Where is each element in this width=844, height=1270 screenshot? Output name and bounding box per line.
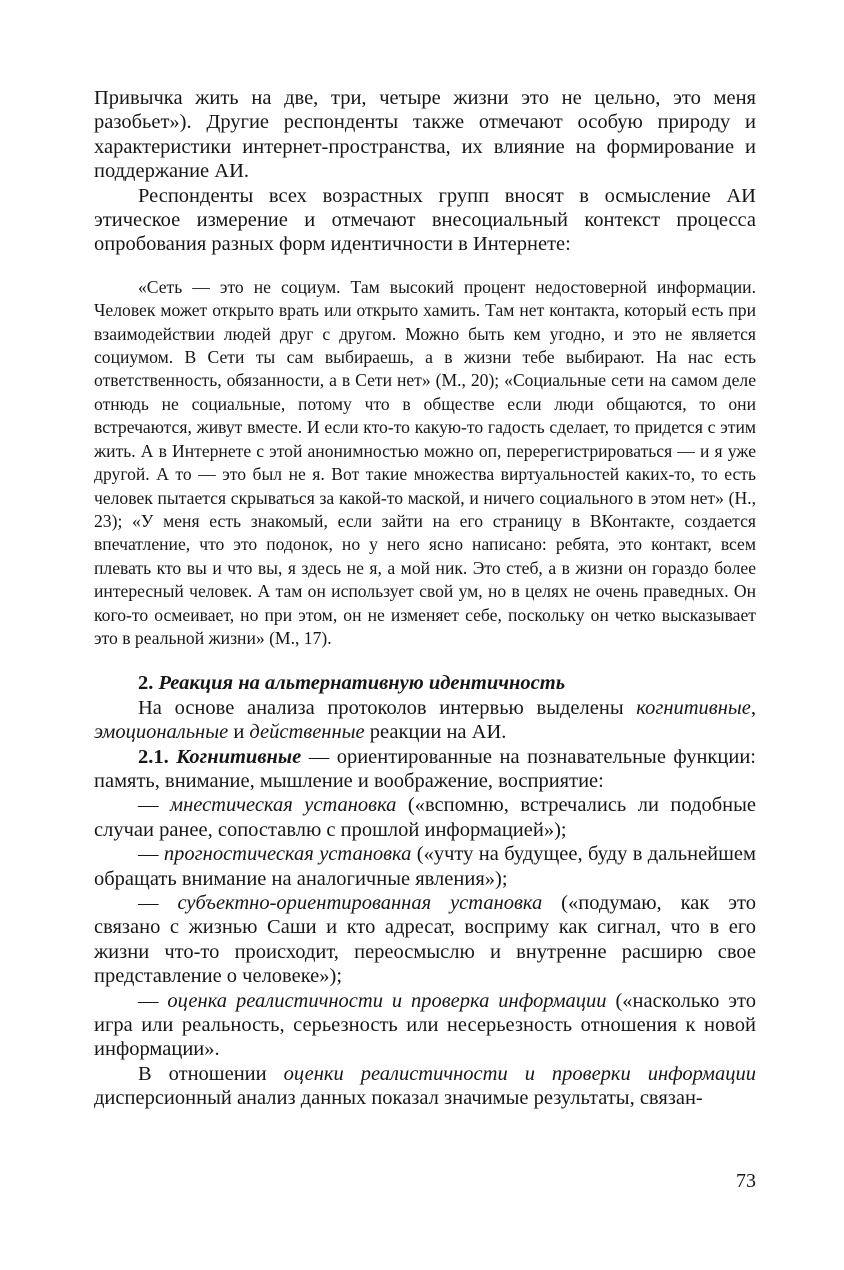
text-run: дисперсионный анализ данных показал значимые результаты, связан- [94,1087,703,1110]
dash: — [138,843,164,866]
text-run: — ориентированные на познавательные функции: память, внимание, мышление и воображение, восприятие: [94,745,756,792]
dash: — [138,989,168,1012]
list-term: оценка реалистичности и проверка информации [167,989,607,1012]
list-term: субъектно-ориентированная установка [177,892,543,914]
text-run: («учту на будущее, буду в дальнейшем обращать внимание на аналогичные явления»); [94,843,756,890]
dash: — [138,794,170,817]
block-quote: «Сеть — это не социум. Там высокий процент недостоверной информации. Человек может открыто врать или открыто хамить. Там нет контакта, который есть при взаимодействии людей друг с другом. Можно быть кем угодно, и это не является социумом. В Сети ты сам выбираешь, а в жизни тебе выбирают. На нас есть ответственность, обязанности, а в Сети нет» (М., 20); «Социальные сети на самом деле отнюдь не социальные, потому что в обществе если люди общаются, то они встречаются, живут вместе. И если кто-то какую-то гадость сделает, то придется с этим жить. А в Интернете с этой анонимностью можно оп, перерегистрироваться — и я уже другой. А то — это был не я. Вот такие множества виртуальностей каких-то, то есть человек пытается скрываться за какой-то маской, и ничего социального в этом нет» (Н., 23); «У меня есть знакомый, если зайти на его страницу в ВКонтакте, создается впечатление, что это подонок, но у него ясно написано: ребята, это контакт, всем плевать кто вы и что вы, я здесь не я, а мой ник. Это стеб, а в жизни он гораздо более интересный человек. А там он использует свой ум, но в целях не очень праведных. Он кого-то осмеивает, но при этом, он не изменяет себе, поскольку он четко высказывает это в реальной жизни» (М., 17). [94,276,756,648]
list-term: прогностическая установка [163,843,412,866]
term-emotional: эмоциональные [94,721,229,744]
subsection-term: Когнитивные [176,745,302,768]
list-term: мнестическая установка [169,794,397,817]
page-body [94,86,756,1111]
text-run: На основе анализа протоколов интервью выделены [138,696,637,719]
text-run: («вспомню, встречались ли подобные случаи ранее, сопоставлю с прошлой информацией»); [94,794,757,841]
term-active: действенные [249,721,365,744]
list-item [94,842,756,891]
text-run: , [750,696,756,719]
text-run: реакции на АИ. [364,721,507,744]
list-item [94,989,756,1062]
text-run: и [228,721,250,744]
section-title: Реакция на альтернативную идентичность [158,672,566,695]
section-number: 2. [138,672,154,695]
section-heading [94,671,756,695]
list-item [94,891,756,989]
paragraph-4 [94,745,756,794]
text-run: («насколько это игра или реальность, серьезность или несерьезность отношения к новой информации». [94,989,756,1061]
paragraph-3 [94,696,756,745]
term-realism: оценки реалистичности и проверки информации [283,1062,756,1085]
dash: — [138,892,178,914]
list-item [94,793,756,842]
paragraph-5 [94,1062,756,1111]
paragraph-2: Респонденты всех возрастных групп вносят в осмысление АИ этическое измерение и отмечают внесоциальный контекст процесса опробования разных форм идентичности в Интернете: [94,184,756,256]
page-number: 73 [736,1170,756,1192]
term-cognitive: когнитивные [636,696,751,719]
text-run: В отношении [138,1062,284,1085]
text-run: («подумаю, как это связано с жизнью Саши и кто адресат, восприму как сигнал, что в его жизни что-то происходит, переосмыслю и внутренне расширю свое представление о человеке»); [94,892,756,988]
subsection-number: 2.1. [138,745,169,768]
paragraph-1: Привычка жить на две, три, четыре жизни это не цельно, это меня разобьет»). Другие респонденты также отмечают особую природу и характеристики интернет-пространства, их влияние на формирование и поддержание АИ. [94,87,756,183]
